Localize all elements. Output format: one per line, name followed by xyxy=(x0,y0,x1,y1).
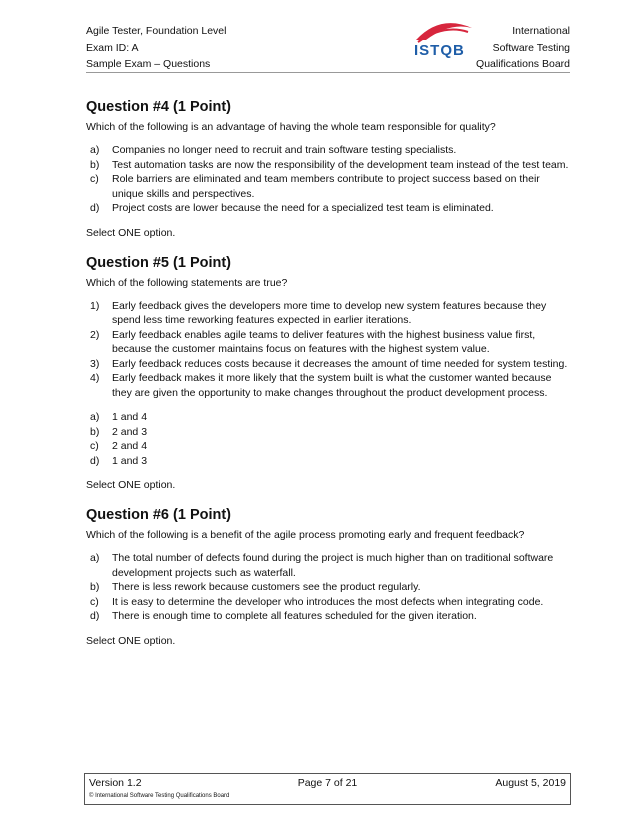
answer-option-label: b) xyxy=(90,158,100,171)
answer-option xyxy=(86,158,570,173)
statement-item-text: Early feedback enables agile teams to deliver features with the highest business value first, because the customer maintains focus on features with the highest system value. xyxy=(112,328,536,355)
answer-option xyxy=(86,439,570,454)
statement-item xyxy=(86,357,570,372)
footer-copyright: © International Software Testing Qualifications Board xyxy=(89,793,230,799)
answer-option-label: d) xyxy=(90,202,100,214)
question-instruction: Select ONE option. xyxy=(86,634,176,647)
page-footer xyxy=(84,773,571,805)
question-instruction: Select ONE option. xyxy=(86,226,176,239)
header-org-line3: Qualifications Board xyxy=(476,58,570,70)
answer-option xyxy=(86,425,570,440)
answer-option-text: There is enough time to complete all features scheduled for the given iteration. xyxy=(112,610,477,622)
question-title: Question #4 (1 Point) xyxy=(86,99,232,115)
footer-date: August 5, 2019 xyxy=(495,777,566,789)
istqb-logo xyxy=(410,18,480,72)
header-org-line1: International xyxy=(512,25,570,37)
answer-option-text: 2 and 3 xyxy=(112,425,148,438)
answer-option-text: Companies no longer need to recruit and train software testing specialists. xyxy=(112,144,457,156)
header-left xyxy=(86,23,226,73)
answer-option-text: There is less rework because customers see the product regularly. xyxy=(112,581,421,593)
statement-item-label: 3) xyxy=(90,357,100,370)
answer-option-text: Role barriers are eliminated and team members contribute to project success based on their unique skills and perspectives. xyxy=(112,173,540,200)
answer-option xyxy=(86,580,570,595)
answer-option xyxy=(86,454,570,469)
answer-option xyxy=(86,551,570,580)
header-exam-id: Exam ID: A xyxy=(86,41,139,54)
logo-wordmark: ISTQB xyxy=(414,42,465,59)
question-instruction: Select ONE option. xyxy=(86,479,176,491)
header-divider xyxy=(86,72,570,73)
question-title: Question #6 (1 Point) xyxy=(86,507,232,523)
answer-option-text: 1 and 3 xyxy=(112,454,148,467)
header-course: Agile Tester, Foundation Level xyxy=(86,25,227,37)
answer-option-text: It is easy to determine the developer who introduces the most defects when integrating code. xyxy=(112,595,544,608)
header-org-line2: Software Testing xyxy=(492,41,570,54)
question-text: Which of the following is an advantage of having the whole team responsible for quality? xyxy=(86,121,496,133)
question-block xyxy=(86,98,570,240)
header-doc-type: Sample Exam – Questions xyxy=(86,58,211,70)
answer-option-text: Project costs are lower because the need for a specialized test team is eliminated. xyxy=(112,202,494,214)
answer-option-text: 2 and 4 xyxy=(112,440,148,452)
answer-option-text: Test automation tasks are now the responsibility of the development team instead of the test team. xyxy=(112,158,569,171)
answer-option-label: d) xyxy=(90,610,100,622)
statement-item-text: Early feedback gives the developers more time to develop new system features because they spend less time reworking features expected in earlier iterations. xyxy=(112,299,547,326)
answer-option-label: d) xyxy=(90,454,100,467)
statement-item-label: 2) xyxy=(90,328,100,341)
statement-item-text: Early feedback makes it more likely that the system built is what the customer wanted because they are given the opportunity to make changes throughout the product development process. xyxy=(112,372,552,399)
answer-option-label: b) xyxy=(90,425,100,438)
answer-option-label: b) xyxy=(90,581,100,593)
questions-content xyxy=(86,98,570,662)
question-block xyxy=(86,254,570,493)
answer-option xyxy=(86,172,570,201)
answer-option-label: c) xyxy=(90,173,99,185)
answer-option-label: a) xyxy=(90,552,100,564)
answer-option-text: 1 and 4 xyxy=(112,411,148,423)
answer-option-label: a) xyxy=(90,411,100,423)
statement-item xyxy=(86,299,570,328)
answer-option xyxy=(86,201,570,216)
statement-item xyxy=(86,328,570,357)
statement-item-text: Early feedback reduces costs because it decreases the amount of time needed for system testing. xyxy=(112,357,568,370)
question-text: Which of the following statements are true? xyxy=(86,276,288,289)
statement-item-label: 4) xyxy=(90,372,100,384)
answer-option xyxy=(86,609,570,624)
question-text: Which of the following is a benefit of the agile process promoting early and frequent feedback? xyxy=(86,529,525,541)
answer-option-label: a) xyxy=(90,144,100,156)
answer-option-label: c) xyxy=(90,440,99,452)
question-title: Question #5 (1 Point) xyxy=(86,254,232,271)
answer-option-label: c) xyxy=(90,595,99,608)
statement-item xyxy=(86,371,570,400)
answer-option-text: The total number of defects found during the project is much higher than on traditional software development projects such as waterfall. xyxy=(112,552,554,579)
answer-option xyxy=(86,595,570,610)
answer-option xyxy=(86,410,570,425)
statement-item-label: 1) xyxy=(90,299,100,312)
question-block xyxy=(86,506,570,648)
header-right xyxy=(476,23,570,73)
footer-version: Version 1.2 xyxy=(89,777,142,789)
footer-page-number: Page 7 of 21 xyxy=(297,777,358,789)
answer-option xyxy=(86,143,570,158)
list-spacer xyxy=(86,400,570,410)
